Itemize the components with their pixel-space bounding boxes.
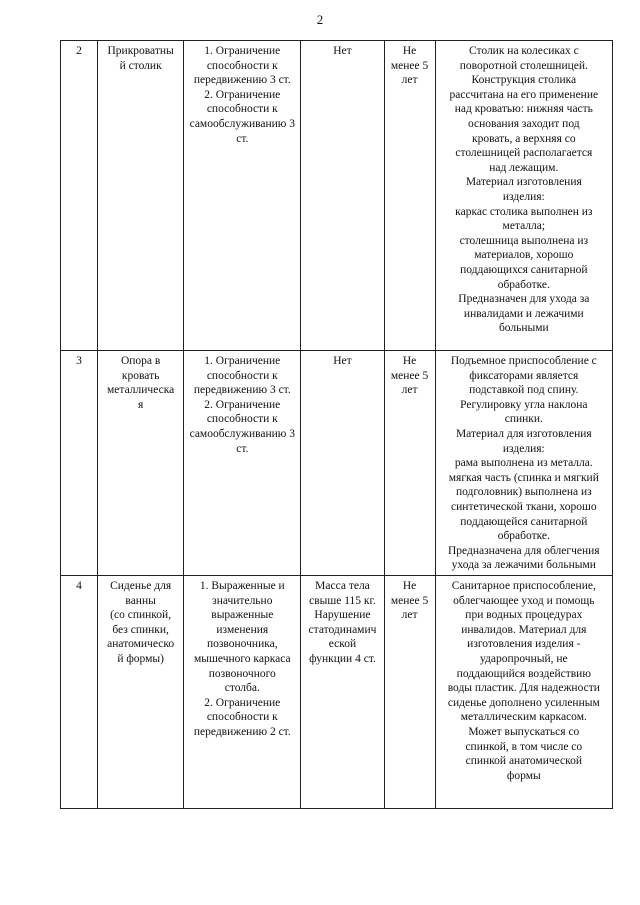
text-line: Не	[402, 45, 417, 57]
text-line: поддающейся санитарной	[460, 515, 588, 528]
text-line: подставкой под спину.	[469, 384, 579, 397]
text-line: я	[137, 398, 144, 411]
text-line: кровать, а верхняя со	[472, 132, 576, 145]
indications-cell	[184, 576, 301, 809]
text-line: при водных процедурах	[465, 609, 583, 622]
description-cell	[435, 576, 612, 809]
text-line: основания заходит под	[468, 117, 580, 130]
text-line: самообслуживанию 3	[189, 427, 296, 440]
text-line: над лежащим.	[489, 161, 559, 174]
row-number-cell	[61, 351, 98, 576]
item-name-cell	[98, 41, 184, 351]
text-line: Санитарное приспособление,	[451, 580, 596, 592]
text-line: обработке.	[497, 278, 550, 291]
text-line: Регулировку угла наклона	[460, 398, 588, 411]
text-line: каркас столика выполнен из	[455, 205, 593, 218]
text-line: 2. Ограничение	[204, 398, 281, 411]
text-line: ухода за лежачими больными	[451, 559, 596, 572]
text-line: менее 5	[390, 594, 429, 607]
text-line: сиденье дополнено усиленным	[447, 696, 600, 709]
text-line: больными	[498, 322, 549, 335]
text-line: ст.	[236, 442, 249, 455]
text-line: передвижению 2 ст.	[193, 725, 291, 738]
text-line: свыше 115 кг.	[309, 594, 376, 607]
text-line: ванны	[125, 594, 156, 607]
text-line: 1. Выраженные и	[199, 580, 285, 592]
text-line: фиксаторами является	[469, 369, 579, 382]
text-line: спинки.	[504, 413, 543, 426]
text-line: рассчитана на его применение	[449, 88, 599, 101]
text-line: спинкой анатомической	[465, 755, 583, 768]
text-line: столешницей располагается	[455, 147, 593, 160]
text-line: Может выпускаться со	[468, 725, 580, 738]
text-line: поворотной столешницей.	[459, 59, 588, 72]
text-line: столба.	[224, 682, 260, 695]
description-cell	[435, 351, 612, 576]
text-line: (со спинкой,	[110, 609, 172, 622]
text-line: передвижению 3 ст.	[193, 74, 291, 87]
text-line: способности к	[206, 369, 278, 382]
text-line: значительно	[212, 594, 273, 607]
text-line: Нет	[333, 45, 352, 57]
text-line: поддающихся санитарной	[460, 263, 588, 276]
text-line: передвижению 3 ст.	[193, 384, 291, 397]
text-line: способности к	[206, 413, 278, 426]
text-line: лет	[401, 384, 418, 397]
text-line: анатомическо	[107, 638, 175, 651]
text-line: позвоночника,	[206, 638, 278, 651]
text-line: 1. Ограничение	[204, 45, 281, 57]
description-cell	[435, 41, 612, 351]
text-line: 3	[76, 355, 82, 367]
text-line: способности к	[206, 59, 278, 72]
text-line: Материал для изготовления	[455, 427, 592, 440]
text-line: Предназначен для ухода за	[458, 293, 590, 306]
indications-cell	[184, 351, 301, 576]
text-line: формы	[506, 769, 541, 782]
text-line: Сиденье для	[110, 580, 172, 592]
text-line: над кроватью: нижняя часть	[454, 103, 593, 116]
text-line: выраженные	[211, 609, 274, 622]
text-line: инвалидов. Материал для	[461, 623, 587, 636]
text-line: Предназначена для облегчения	[448, 544, 600, 557]
row-number-cell	[61, 41, 98, 351]
text-line: функции 4 ст.	[309, 652, 376, 665]
text-line: й формы)	[117, 652, 164, 665]
text-line: инвалидами и лежачими	[463, 307, 584, 320]
text-line: статодинамич	[308, 623, 377, 636]
text-line: й столик	[119, 59, 162, 72]
text-line: мышечного каркаса	[194, 652, 291, 665]
text-line: изделия:	[502, 190, 545, 203]
text-line: способности к	[206, 103, 278, 116]
text-line: без спинки,	[112, 623, 169, 636]
text-line: лет	[401, 74, 418, 87]
text-line: 1. Ограничение	[204, 355, 281, 367]
text-line: подголовник) выполнена из	[455, 486, 592, 499]
text-line: поддающийся воздействию	[456, 667, 591, 680]
text-line: столешница выполнена из	[459, 234, 589, 247]
service-term-cell	[384, 576, 435, 809]
table-row	[61, 41, 613, 351]
text-line: еской	[328, 638, 357, 651]
service-term-cell	[384, 351, 435, 576]
text-line: Не	[402, 355, 417, 367]
text-line: лет	[401, 609, 418, 622]
text-line: воды пластик. Для надежности	[447, 682, 600, 695]
text-line: ударопрочный, не	[479, 652, 568, 665]
text-line: Подъемное приспособление с	[450, 355, 597, 367]
contraindications-cell	[301, 576, 384, 809]
text-line: Нарушение	[314, 609, 371, 622]
text-line: позвоночного	[208, 667, 276, 680]
text-line: изделия:	[502, 442, 545, 455]
row-number-cell	[61, 576, 98, 809]
text-line: самообслуживанию 3	[189, 117, 296, 130]
text-line: Конструкция столика	[471, 74, 577, 87]
text-line: 4	[76, 580, 82, 592]
requirements-table	[60, 40, 613, 809]
text-line: изменения	[216, 623, 269, 636]
text-line: менее 5	[390, 369, 429, 382]
text-line: 2	[76, 45, 82, 57]
text-line: рама выполнена из металла.	[454, 457, 593, 470]
table-row	[61, 576, 613, 809]
text-line: мягкая часть (спинка и мягкий	[448, 471, 599, 484]
text-line: Масса тела	[315, 580, 370, 592]
item-name-cell	[98, 351, 184, 576]
text-line: 2. Ограничение	[204, 88, 281, 101]
text-line: металлическим каркасом.	[460, 711, 587, 724]
text-line: кровать	[121, 369, 160, 382]
service-term-cell	[384, 41, 435, 351]
text-line: Нет	[333, 355, 352, 367]
text-line: спинкой, в том числе со	[465, 740, 583, 753]
text-line: способности к	[206, 711, 278, 724]
text-line: ст.	[236, 132, 249, 145]
text-line: Столик на колесиках с	[468, 45, 579, 57]
text-line: 2. Ограничение	[204, 696, 281, 709]
indications-cell	[184, 41, 301, 351]
text-line: металла;	[502, 220, 546, 233]
text-line: менее 5	[390, 59, 429, 72]
text-line: синтетической ткани, хорошо	[451, 500, 597, 513]
text-line: Не	[402, 580, 417, 592]
text-line: материалов, хорошо	[474, 249, 574, 262]
text-line: изготовления изделия -	[467, 638, 581, 651]
page-number: 2	[316, 12, 324, 27]
text-line: металлическа	[107, 384, 175, 397]
contraindications-cell	[301, 41, 384, 351]
text-line: Прикроватны	[107, 45, 174, 57]
text-line: облегчающее уход и помощь	[453, 594, 595, 607]
table-row	[61, 351, 613, 576]
item-name-cell	[98, 576, 184, 809]
text-line: обработке.	[497, 530, 550, 543]
text-line: Опора в	[120, 355, 161, 367]
text-line: Материал изготовления	[465, 176, 582, 189]
contraindications-cell	[301, 351, 384, 576]
